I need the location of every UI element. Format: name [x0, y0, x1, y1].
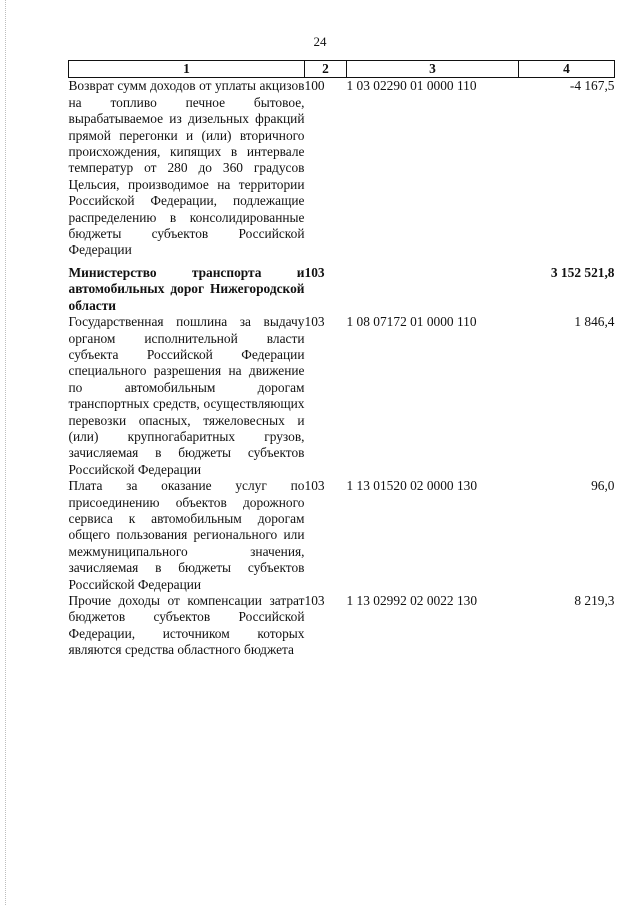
scan-edge-dots — [5, 0, 6, 905]
row-budget-code: 1 13 01520 02 0000 130 — [346, 478, 478, 494]
row-budget-code: 1 03 02290 01 0000 110 — [346, 78, 477, 94]
row-description: Плата за оказание услуг по присоединению объектов дорожного сервиса к автомобильным дорогам общего пользования регионального или межмуниципального значения, зачисляемая в бюджеты субъектов Российской Федерации — [68, 478, 305, 592]
row-amount: -4 167,5 — [569, 78, 615, 94]
budget-table — [68, 60, 615, 659]
row-grbs-code: 103 — [304, 478, 325, 494]
page-number: 24 — [313, 34, 327, 49]
column-header-3: 3 — [347, 61, 519, 78]
column-header-4: 4 — [519, 61, 615, 78]
row-description: Министерство транспорта и автомобильных дорог Нижегородской области — [68, 264, 305, 313]
row-grbs-code: 103 — [304, 264, 325, 280]
row-grbs-code: 103 — [304, 593, 325, 608]
row-description: Прочие доходы от компенсации затрат бюджетов субъектов Российской Федерации, источником которых являются средства областного бюджета — [68, 593, 305, 658]
table-row — [69, 265, 615, 314]
row-amount: 3 152 521,8 — [550, 264, 615, 280]
row-grbs-code: 100 — [304, 78, 325, 94]
table-row — [69, 314, 615, 478]
row-budget-code: 1 13 02992 02 0022 130 — [346, 593, 478, 608]
table-row — [69, 78, 615, 259]
row-description: Возврат сумм доходов от уплаты акцизов на топливо печное бытовое, вырабатываемое из дизельных фракций прямой перегонки и (или) вторичного происхождения, кипящих в интервале температур от 280 до 360 градусов Цельсия, производимое на территории Российской Федерации, подлежащие распределению в консолидированные бюджеты субъектов Российской Федерации — [68, 78, 305, 258]
table-row — [69, 478, 615, 593]
row-budget-code: 1 08 07172 01 0000 110 — [346, 314, 477, 330]
row-amount: 8 219,3 — [574, 593, 615, 608]
row-amount: 96,0 — [591, 478, 615, 494]
column-header-2: 2 — [305, 61, 347, 78]
row-budget-code — [347, 265, 519, 314]
row-description: Государственная пошлина за выдачу органом исполнительной власти субъекта Российской Федерации специального разрешения на движение по автомобильным дорогам транспортных средств, осуществляющих перевозки опасных, тяжеловесных и (или) крупногабаритных грузов, зачисляемая в бюджеты субъектов Российской Федерации — [68, 314, 305, 477]
table-row — [69, 593, 615, 659]
row-grbs-code: 103 — [304, 314, 325, 330]
column-header-1: 1 — [69, 61, 305, 78]
row-amount: 1 846,4 — [574, 314, 615, 330]
header-row — [69, 61, 615, 78]
